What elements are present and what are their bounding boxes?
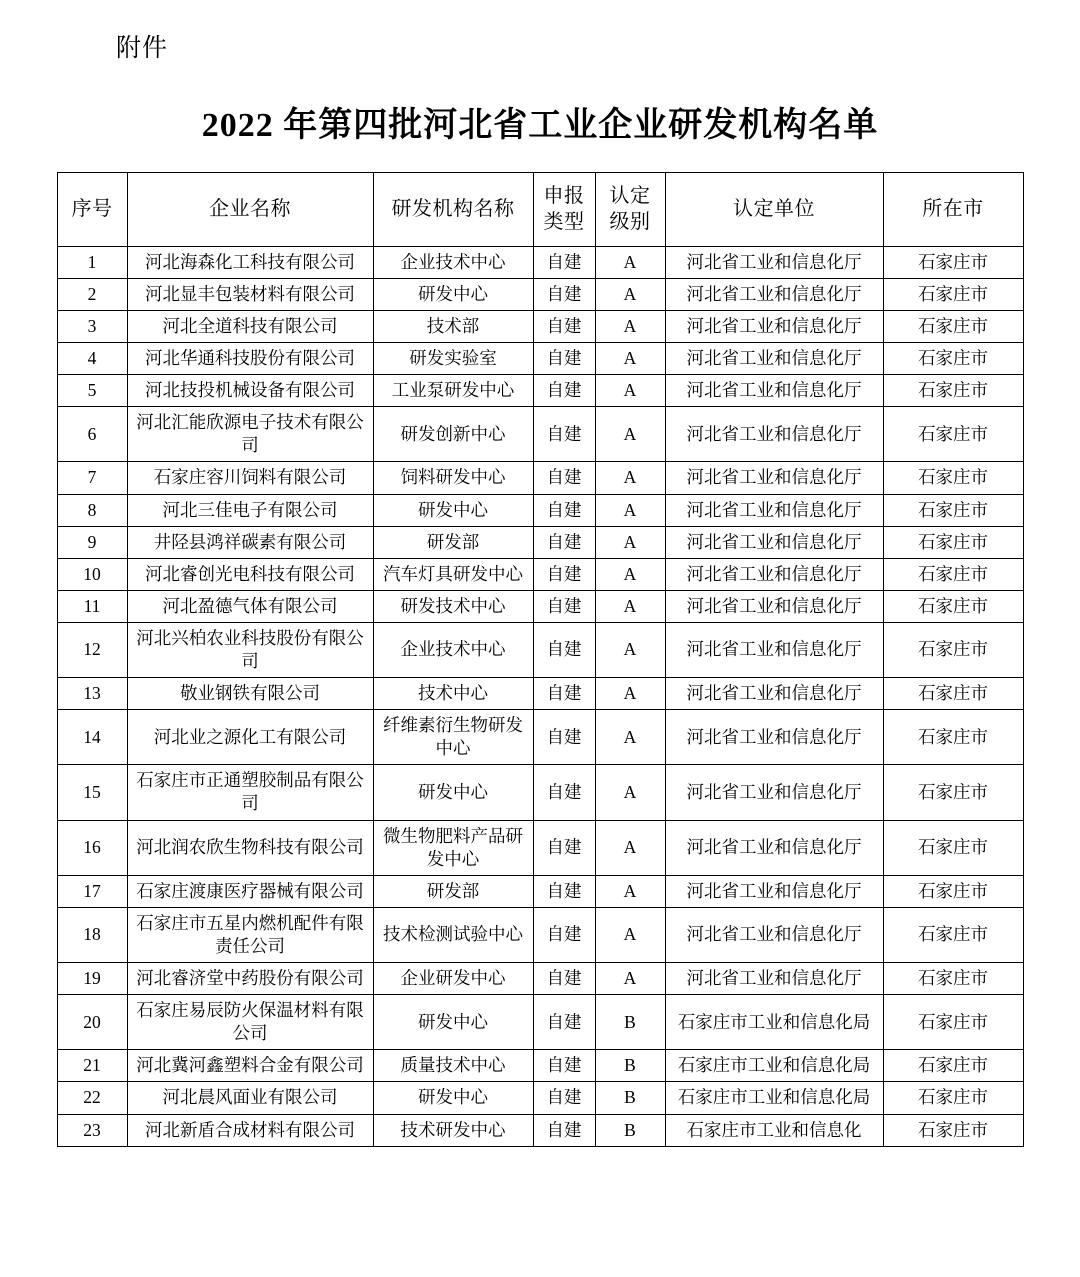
column-header-apply-type-line1: 申报 <box>543 185 585 207</box>
cell-org: 研发创新中心 <box>373 407 533 462</box>
cell-company: 石家庄市五星内燃机配件有限责任公司 <box>127 907 373 962</box>
cell-level: A <box>595 590 665 622</box>
cell-company: 河北盈德气体有限公司 <box>127 590 373 622</box>
cell-apply-type: 自建 <box>533 278 595 310</box>
cell-city: 石家庄市 <box>883 558 1023 590</box>
cell-company: 河北技投机械设备有限公司 <box>127 375 373 407</box>
cell-apply-type: 自建 <box>533 558 595 590</box>
cell-org: 研发中心 <box>373 1082 533 1114</box>
cell-no: 21 <box>57 1050 127 1082</box>
cell-org: 研发中心 <box>373 278 533 310</box>
cell-city: 石家庄市 <box>883 375 1023 407</box>
cell-unit: 河北省工业和信息化厅 <box>665 278 883 310</box>
cell-company: 河北业之源化工有限公司 <box>127 710 373 765</box>
cell-apply-type: 自建 <box>533 1050 595 1082</box>
column-header-no: 序号 <box>57 173 127 247</box>
cell-org: 饲料研发中心 <box>373 462 533 494</box>
cell-company: 敬业钢铁有限公司 <box>127 678 373 710</box>
table-row <box>57 375 1023 407</box>
cell-level: A <box>595 278 665 310</box>
cell-city: 石家庄市 <box>883 820 1023 875</box>
cell-unit: 河北省工业和信息化厅 <box>665 820 883 875</box>
column-header-unit: 认定单位 <box>665 173 883 247</box>
cell-apply-type: 自建 <box>533 995 595 1050</box>
cell-apply-type: 自建 <box>533 462 595 494</box>
column-header-level-line1: 认定 <box>609 185 651 207</box>
cell-unit: 河北省工业和信息化厅 <box>665 765 883 820</box>
cell-apply-type: 自建 <box>533 407 595 462</box>
cell-city: 石家庄市 <box>883 310 1023 342</box>
cell-company: 河北兴柏农业科技股份有限公司 <box>127 622 373 677</box>
cell-org: 研发部 <box>373 875 533 907</box>
cell-no: 7 <box>57 462 127 494</box>
cell-unit: 石家庄市工业和信息化局 <box>665 1082 883 1114</box>
cell-level: B <box>595 1050 665 1082</box>
cell-city: 石家庄市 <box>883 590 1023 622</box>
cell-apply-type: 自建 <box>533 907 595 962</box>
table-row <box>57 820 1023 875</box>
table-row <box>57 622 1023 677</box>
cell-no: 4 <box>57 343 127 375</box>
cell-city: 石家庄市 <box>883 246 1023 278</box>
cell-no: 12 <box>57 622 127 677</box>
cell-city: 石家庄市 <box>883 343 1023 375</box>
cell-org: 技术检测试验中心 <box>373 907 533 962</box>
cell-apply-type: 自建 <box>533 820 595 875</box>
cell-org: 纤维素衍生物研发中心 <box>373 710 533 765</box>
cell-unit: 河北省工业和信息化厅 <box>665 963 883 995</box>
cell-org: 技术中心 <box>373 678 533 710</box>
table-row <box>57 1114 1023 1146</box>
cell-org: 企业研发中心 <box>373 963 533 995</box>
cell-apply-type: 自建 <box>533 1114 595 1146</box>
cell-apply-type: 自建 <box>533 678 595 710</box>
cell-unit: 河北省工业和信息化厅 <box>665 494 883 526</box>
cell-no: 1 <box>57 246 127 278</box>
table-row <box>57 963 1023 995</box>
cell-level: A <box>595 765 665 820</box>
cell-company: 井陉县鸿祥碳素有限公司 <box>127 526 373 558</box>
cell-city: 石家庄市 <box>883 278 1023 310</box>
column-header-apply-type <box>533 173 595 247</box>
cell-city: 石家庄市 <box>883 462 1023 494</box>
cell-level: A <box>595 343 665 375</box>
cell-city: 石家庄市 <box>883 907 1023 962</box>
cell-unit: 河北省工业和信息化厅 <box>665 710 883 765</box>
cell-level: A <box>595 622 665 677</box>
cell-city: 石家庄市 <box>883 407 1023 462</box>
cell-no: 23 <box>57 1114 127 1146</box>
cell-level: A <box>595 963 665 995</box>
column-header-org: 研发机构名称 <box>373 173 533 247</box>
cell-apply-type: 自建 <box>533 526 595 558</box>
cell-apply-type: 自建 <box>533 494 595 526</box>
cell-unit: 河北省工业和信息化厅 <box>665 558 883 590</box>
cell-unit: 河北省工业和信息化厅 <box>665 310 883 342</box>
cell-company: 河北睿创光电科技有限公司 <box>127 558 373 590</box>
cell-unit: 石家庄市工业和信息化局 <box>665 995 883 1050</box>
cell-no: 18 <box>57 907 127 962</box>
cell-city: 石家庄市 <box>883 875 1023 907</box>
cell-apply-type: 自建 <box>533 710 595 765</box>
cell-unit: 石家庄市工业和信息化局 <box>665 1050 883 1082</box>
cell-city: 石家庄市 <box>883 1114 1023 1146</box>
cell-city: 石家庄市 <box>883 765 1023 820</box>
attachment-label: 附件 <box>116 35 169 62</box>
cell-city: 石家庄市 <box>883 963 1023 995</box>
cell-unit: 河北省工业和信息化厅 <box>665 375 883 407</box>
table-row <box>57 278 1023 310</box>
cell-level: A <box>595 246 665 278</box>
cell-apply-type: 自建 <box>533 765 595 820</box>
cell-no: 6 <box>57 407 127 462</box>
cell-level: A <box>595 375 665 407</box>
cell-company: 河北晨风面业有限公司 <box>127 1082 373 1114</box>
cell-unit: 河北省工业和信息化厅 <box>665 343 883 375</box>
cell-apply-type: 自建 <box>533 246 595 278</box>
column-header-company: 企业名称 <box>127 173 373 247</box>
table-body <box>57 246 1023 1146</box>
cell-apply-type: 自建 <box>533 590 595 622</box>
cell-no: 5 <box>57 375 127 407</box>
cell-level: A <box>595 407 665 462</box>
cell-no: 22 <box>57 1082 127 1114</box>
cell-apply-type: 自建 <box>533 875 595 907</box>
cell-no: 15 <box>57 765 127 820</box>
cell-company: 河北睿济堂中药股份有限公司 <box>127 963 373 995</box>
table-row <box>57 765 1023 820</box>
table-row <box>57 907 1023 962</box>
cell-unit: 河北省工业和信息化厅 <box>665 678 883 710</box>
cell-unit: 石家庄市工业和信息化 <box>665 1114 883 1146</box>
cell-unit: 河北省工业和信息化厅 <box>665 407 883 462</box>
cell-no: 17 <box>57 875 127 907</box>
cell-apply-type: 自建 <box>533 622 595 677</box>
cell-org: 工业泵研发中心 <box>373 375 533 407</box>
table-row <box>57 246 1023 278</box>
table-row <box>57 590 1023 622</box>
cell-company: 石家庄渡康医疗器械有限公司 <box>127 875 373 907</box>
table-row <box>57 310 1023 342</box>
cell-level: A <box>595 462 665 494</box>
table-row <box>57 1082 1023 1114</box>
cell-level: A <box>595 875 665 907</box>
cell-company: 河北显丰包装材料有限公司 <box>127 278 373 310</box>
cell-level: A <box>595 907 665 962</box>
cell-city: 石家庄市 <box>883 622 1023 677</box>
table-row <box>57 343 1023 375</box>
cell-level: B <box>595 995 665 1050</box>
cell-no: 14 <box>57 710 127 765</box>
cell-level: B <box>595 1082 665 1114</box>
cell-city: 石家庄市 <box>883 494 1023 526</box>
cell-company: 河北汇能欣源电子技术有限公司 <box>127 407 373 462</box>
cell-no: 13 <box>57 678 127 710</box>
cell-city: 石家庄市 <box>883 710 1023 765</box>
cell-org: 研发技术中心 <box>373 590 533 622</box>
cell-no: 20 <box>57 995 127 1050</box>
table-row <box>57 407 1023 462</box>
column-header-level <box>595 173 665 247</box>
table-row <box>57 494 1023 526</box>
column-header-city: 所在市 <box>883 173 1023 247</box>
cell-company: 石家庄市正通塑胶制品有限公司 <box>127 765 373 820</box>
cell-unit: 河北省工业和信息化厅 <box>665 875 883 907</box>
cell-level: A <box>595 820 665 875</box>
cell-unit: 河北省工业和信息化厅 <box>665 526 883 558</box>
cell-apply-type: 自建 <box>533 963 595 995</box>
table-header-row <box>57 173 1023 247</box>
cell-level: A <box>595 678 665 710</box>
research-institution-table <box>57 172 1024 1147</box>
cell-company: 河北全道科技有限公司 <box>127 310 373 342</box>
cell-org: 企业技术中心 <box>373 622 533 677</box>
cell-unit: 河北省工业和信息化厅 <box>665 622 883 677</box>
cell-no: 10 <box>57 558 127 590</box>
cell-company: 石家庄易辰防火保温材料有限公司 <box>127 995 373 1050</box>
cell-org: 研发中心 <box>373 494 533 526</box>
cell-org: 质量技术中心 <box>373 1050 533 1082</box>
table-row <box>57 875 1023 907</box>
cell-unit: 河北省工业和信息化厅 <box>665 907 883 962</box>
cell-apply-type: 自建 <box>533 343 595 375</box>
cell-org: 研发实验室 <box>373 343 533 375</box>
cell-org: 技术部 <box>373 310 533 342</box>
cell-city: 石家庄市 <box>883 678 1023 710</box>
cell-no: 16 <box>57 820 127 875</box>
cell-company: 河北润农欣生物科技有限公司 <box>127 820 373 875</box>
cell-apply-type: 自建 <box>533 1082 595 1114</box>
cell-level: A <box>595 710 665 765</box>
cell-city: 石家庄市 <box>883 526 1023 558</box>
cell-org: 研发中心 <box>373 765 533 820</box>
column-header-apply-type-line2: 类型 <box>543 211 585 234</box>
cell-org: 微生物肥料产品研发中心 <box>373 820 533 875</box>
cell-unit: 河北省工业和信息化厅 <box>665 246 883 278</box>
table-row <box>57 1050 1023 1082</box>
cell-level: B <box>595 1114 665 1146</box>
cell-level: A <box>595 558 665 590</box>
cell-city: 石家庄市 <box>883 1050 1023 1082</box>
cell-company: 河北冀河鑫塑料合金有限公司 <box>127 1050 373 1082</box>
cell-no: 19 <box>57 963 127 995</box>
table-row <box>57 558 1023 590</box>
cell-org: 研发部 <box>373 526 533 558</box>
cell-company: 河北三佳电子有限公司 <box>127 494 373 526</box>
cell-level: A <box>595 494 665 526</box>
cell-no: 3 <box>57 310 127 342</box>
table-row <box>57 678 1023 710</box>
cell-no: 8 <box>57 494 127 526</box>
cell-no: 9 <box>57 526 127 558</box>
table-row <box>57 462 1023 494</box>
cell-company: 河北华通科技股份有限公司 <box>127 343 373 375</box>
cell-unit: 河北省工业和信息化厅 <box>665 590 883 622</box>
cell-unit: 河北省工业和信息化厅 <box>665 462 883 494</box>
cell-no: 2 <box>57 278 127 310</box>
page-title: 2022 年第四批河北省工业企业研发机构名单 <box>201 107 879 144</box>
cell-org: 技术研发中心 <box>373 1114 533 1146</box>
cell-no: 11 <box>57 590 127 622</box>
column-header-level-line2: 级别 <box>609 211 651 234</box>
cell-org: 企业技术中心 <box>373 246 533 278</box>
cell-org: 研发中心 <box>373 995 533 1050</box>
cell-company: 石家庄容川饲料有限公司 <box>127 462 373 494</box>
cell-apply-type: 自建 <box>533 310 595 342</box>
cell-company: 河北海森化工科技有限公司 <box>127 246 373 278</box>
table-row <box>57 526 1023 558</box>
cell-company: 河北新盾合成材料有限公司 <box>127 1114 373 1146</box>
cell-city: 石家庄市 <box>883 995 1023 1050</box>
cell-org: 汽车灯具研发中心 <box>373 558 533 590</box>
cell-apply-type: 自建 <box>533 375 595 407</box>
cell-level: A <box>595 526 665 558</box>
table-row <box>57 710 1023 765</box>
cell-city: 石家庄市 <box>883 1082 1023 1114</box>
cell-level: A <box>595 310 665 342</box>
table-row <box>57 995 1023 1050</box>
